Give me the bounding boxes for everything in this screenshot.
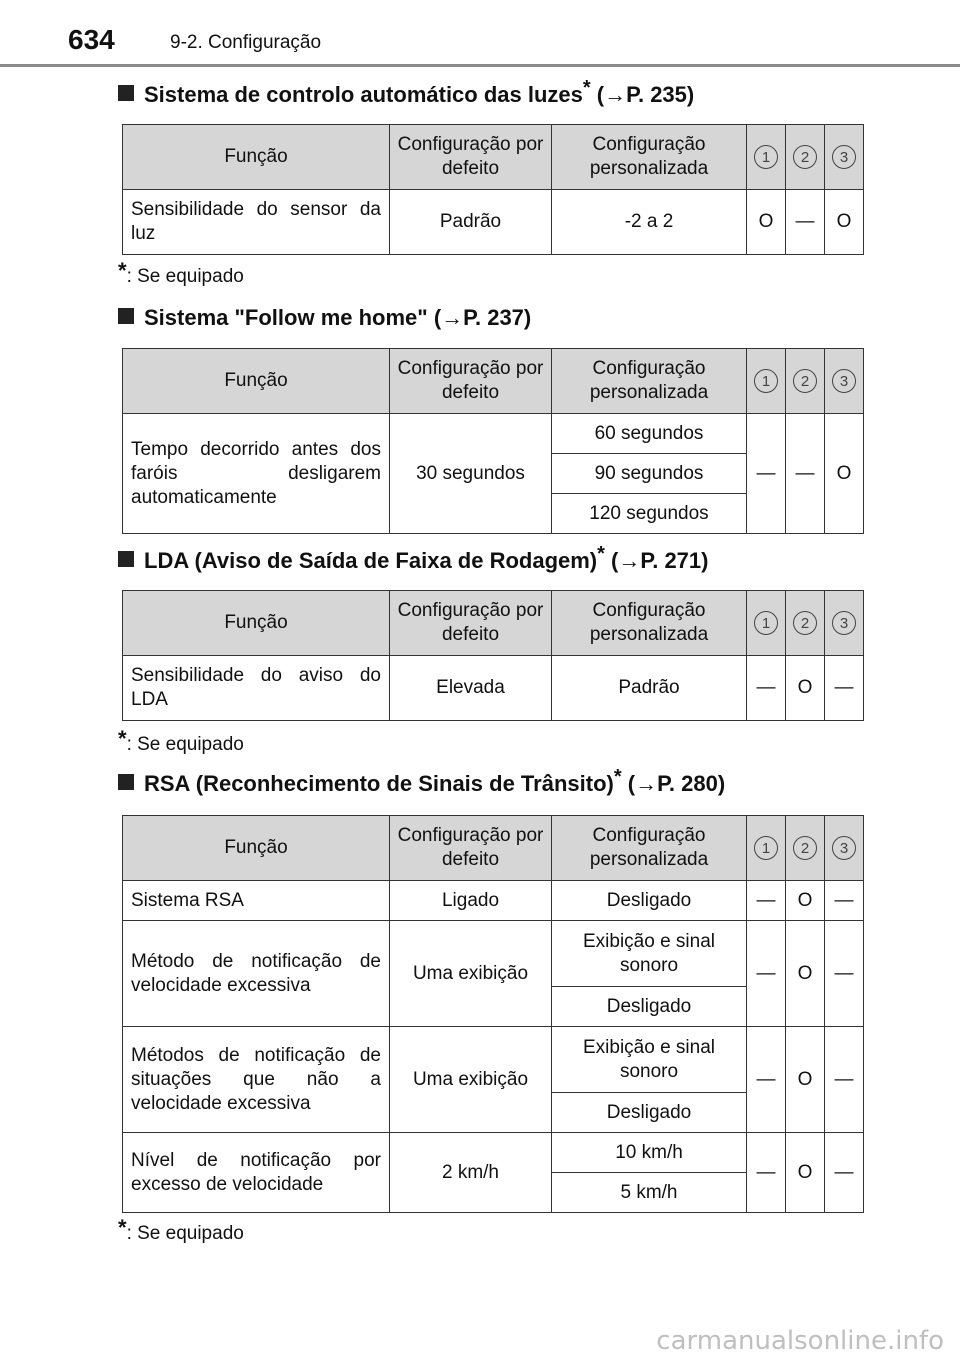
header-personalizada: Configuração personalizada — [552, 816, 747, 881]
bullet-square-icon — [118, 85, 134, 101]
header-funcao: Função — [123, 349, 390, 414]
cell-defeito: Uma exibição — [390, 1027, 552, 1133]
cell-funcao: Métodos de notificação de situações que não a velocidade excessiva — [123, 1027, 390, 1133]
cell-col-2: — — [786, 190, 825, 255]
settings-table-rsa — [122, 815, 864, 1213]
watermark: carmanualsonline.info — [656, 1326, 944, 1356]
table-row — [123, 190, 864, 255]
asterisk-icon: * — [597, 543, 605, 565]
circled-2-icon: 2 — [793, 369, 817, 393]
page-reference: (→P. 271) — [604, 548, 709, 573]
header-col-2 — [786, 349, 825, 414]
circled-1-icon: 1 — [754, 836, 778, 860]
footnote: *: Se equipado — [118, 258, 244, 287]
footnote: *: Se equipado — [118, 1215, 244, 1244]
bullet-square-icon — [118, 551, 134, 567]
header-col-2 — [786, 125, 825, 190]
bullet-square-icon — [118, 308, 134, 324]
cell-personalizada: Desligado — [552, 987, 747, 1027]
circled-3-icon: 3 — [832, 145, 856, 169]
header-col-1 — [747, 591, 786, 656]
header-defeito: Configuração por defeito — [390, 349, 552, 414]
footnote: *: Se equipado — [118, 726, 244, 755]
header-divider — [0, 64, 960, 67]
asterisk-icon: * — [582, 77, 591, 99]
settings-table-light-control — [122, 124, 864, 255]
header-defeito: Configuração por defeito — [390, 816, 552, 881]
header-col-1 — [747, 125, 786, 190]
table-row — [123, 414, 864, 454]
cell-col-3: — — [825, 921, 864, 1027]
asterisk-icon: * — [118, 1215, 127, 1240]
asterisk-icon: * — [118, 726, 127, 751]
cell-personalizada: Desligado — [552, 881, 747, 921]
table-row — [123, 881, 864, 921]
table-row — [123, 921, 864, 987]
table-row — [123, 1027, 864, 1093]
table-row — [123, 1133, 864, 1173]
cell-personalizada: Exibição e sinal sonoro — [552, 921, 747, 987]
section-title-lda: LDA (Aviso de Saída de Faixa de Rodagem)* (→P. 271) — [118, 548, 708, 574]
header-col-2 — [786, 816, 825, 881]
header-col-1 — [747, 816, 786, 881]
header-personalizada: Configuração personalizada — [552, 125, 747, 190]
header-funcao: Função — [123, 125, 390, 190]
cell-defeito: Uma exibição — [390, 921, 552, 1027]
table-header-row — [123, 591, 864, 656]
cell-funcao: Nível de notificação por excesso de velocidade — [123, 1133, 390, 1213]
header-defeito: Configuração por defeito — [390, 591, 552, 656]
cell-col-3: — — [825, 1133, 864, 1213]
header-col-3 — [825, 125, 864, 190]
circled-3-icon: 3 — [832, 611, 856, 635]
cell-col-2: O — [786, 1027, 825, 1133]
page-reference: (→P. 237) — [427, 305, 532, 330]
cell-defeito: Elevada — [390, 656, 552, 721]
cell-col-2: O — [786, 1133, 825, 1213]
cell-personalizada: -2 a 2 — [552, 190, 747, 255]
circled-1-icon: 1 — [754, 611, 778, 635]
page-reference: (→P. 280) — [621, 771, 726, 796]
cell-funcao: Sensibilidade do aviso do LDA — [123, 656, 390, 721]
cell-personalizada: Exibição e sinal sonoro — [552, 1027, 747, 1093]
cell-col-3: O — [825, 190, 864, 255]
page-number: 634 — [68, 24, 115, 55]
cell-personalizada: Desligado — [552, 1093, 747, 1133]
header-funcao: Função — [123, 591, 390, 656]
cell-personalizada: 90 segundos — [552, 454, 747, 494]
cell-funcao: Método de notificação de velocidade excessiva — [123, 921, 390, 1027]
table-header-row — [123, 125, 864, 190]
asterisk-icon: * — [118, 258, 127, 283]
cell-col-2: O — [786, 881, 825, 921]
header-col-3 — [825, 349, 864, 414]
cell-personalizada: 120 segundos — [552, 494, 747, 534]
header-col-1 — [747, 349, 786, 414]
cell-personalizada: 60 segundos — [552, 414, 747, 454]
settings-table-lda — [122, 590, 864, 721]
cell-col-3: — — [825, 1027, 864, 1133]
circled-2-icon: 2 — [793, 145, 817, 169]
cell-col-1: — — [747, 1133, 786, 1213]
header-defeito: Configuração por defeito — [390, 125, 552, 190]
header-col-2 — [786, 591, 825, 656]
cell-funcao: Sensibilidade do sensor da luz — [123, 190, 390, 255]
table-row — [123, 656, 864, 721]
cell-personalizada: Padrão — [552, 656, 747, 721]
circled-2-icon: 2 — [793, 611, 817, 635]
cell-defeito: Ligado — [390, 881, 552, 921]
circled-3-icon: 3 — [832, 836, 856, 860]
page-header — [0, 0, 960, 70]
header-col-3 — [825, 591, 864, 656]
section-title-follow-me-home: Sistema "Follow me home" (→P. 237) — [118, 305, 531, 331]
header-col-3 — [825, 816, 864, 881]
cell-col-2: O — [786, 921, 825, 1027]
cell-col-3: — — [825, 656, 864, 721]
circled-1-icon: 1 — [754, 145, 778, 169]
cell-personalizada: 5 km/h — [552, 1173, 747, 1213]
table-header-row — [123, 349, 864, 414]
section-title-light-control: Sistema de controlo automático das luzes* (→P. 235) — [118, 82, 694, 108]
header-funcao: Função — [123, 816, 390, 881]
table-header-row — [123, 816, 864, 881]
cell-defeito: Padrão — [390, 190, 552, 255]
bullet-square-icon — [118, 774, 134, 790]
header-personalizada: Configuração personalizada — [552, 591, 747, 656]
asterisk-icon: * — [613, 766, 622, 788]
cell-col-1: — — [747, 921, 786, 1027]
settings-table-follow-me-home — [122, 348, 864, 534]
cell-col-2: O — [786, 656, 825, 721]
cell-col-2: — — [786, 414, 825, 534]
section-label: 9-2. Configuração — [170, 32, 322, 53]
cell-col-3: — — [825, 881, 864, 921]
cell-defeito: 30 segundos — [390, 414, 552, 534]
section-title-rsa: RSA (Reconhecimento de Sinais de Trânsito)* (→P. 280) — [118, 771, 725, 797]
cell-col-1: — — [747, 656, 786, 721]
cell-defeito: 2 km/h — [390, 1133, 552, 1213]
circled-3-icon: 3 — [832, 369, 856, 393]
circled-2-icon: 2 — [793, 836, 817, 860]
header-personalizada: Configuração personalizada — [552, 349, 747, 414]
page-reference: (→P. 235) — [590, 82, 695, 107]
cell-funcao: Sistema RSA — [123, 881, 390, 921]
circled-1-icon: 1 — [754, 369, 778, 393]
cell-personalizada: 10 km/h — [552, 1133, 747, 1173]
cell-col-1: — — [747, 414, 786, 534]
cell-funcao: Tempo decorrido antes dos faróis desligarem automaticamente — [123, 414, 390, 534]
cell-col-1: — — [747, 881, 786, 921]
cell-col-1: — — [747, 1027, 786, 1133]
cell-col-1: O — [747, 190, 786, 255]
cell-col-3: O — [825, 414, 864, 534]
